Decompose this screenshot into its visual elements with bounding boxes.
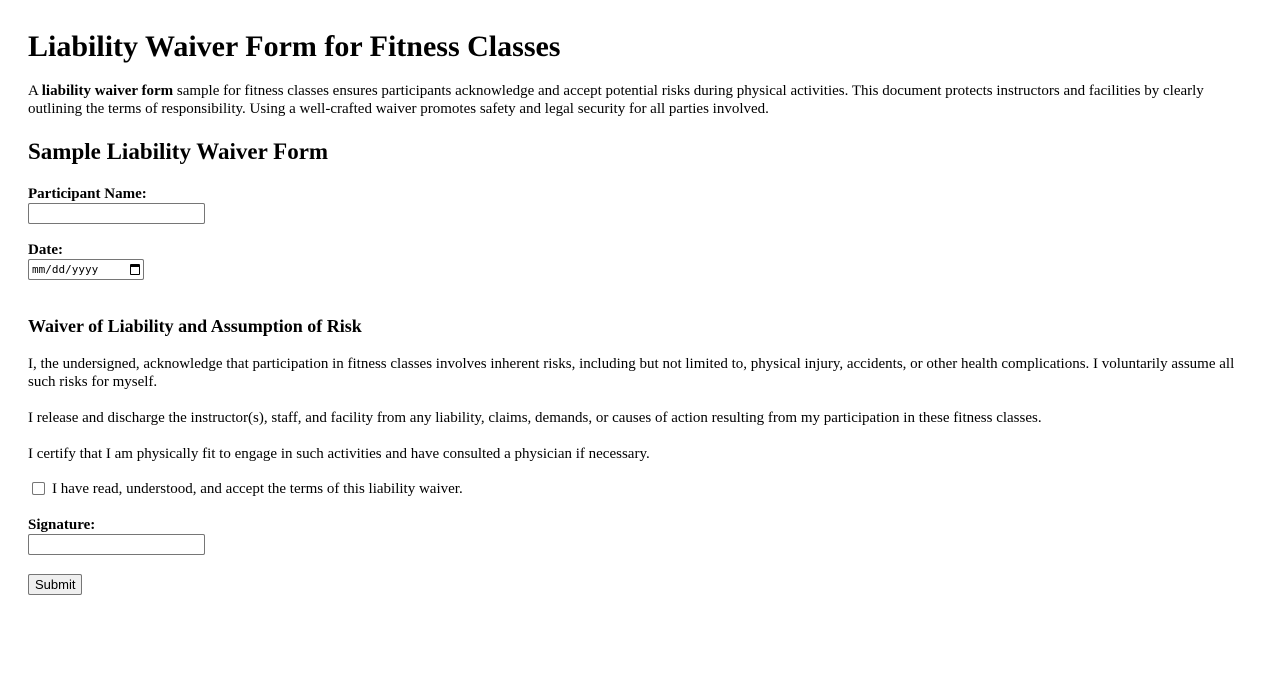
signature-field xyxy=(28,516,1250,555)
intro-paragraph xyxy=(28,82,1250,118)
intro-lead: A xyxy=(28,83,42,99)
date-input[interactable] xyxy=(28,259,144,280)
intro-bold-term: liability waiver form xyxy=(41,83,174,99)
waiver-clause-risk: I, the undersigned, acknowledge that participation in fitness classes involves inherent risks, including but not limited to, physical injury, accidents, or other health complications. I voluntarily assume all such risks for myself. xyxy=(28,356,1235,390)
date-placeholder: mm/dd/yyyy xyxy=(32,262,99,276)
participant-name-field xyxy=(28,185,1250,224)
date-field xyxy=(28,241,1250,280)
calendar-icon[interactable] xyxy=(130,264,140,275)
form-heading: Sample Liability Waiver Form xyxy=(28,139,329,164)
waiver-clause-fitness: I certify that I am physically fit to engage in such activities and have consulted a physician if necessary. xyxy=(28,446,650,462)
signature-label: Signature: xyxy=(28,517,96,533)
participant-name-input[interactable] xyxy=(28,203,205,224)
date-label: Date: xyxy=(28,242,63,258)
participant-name-label: Participant Name: xyxy=(28,186,147,202)
waiver-clause-release: I release and discharge the instructor(s), staff, and facility from any liability, claims, demands, or causes of action resulting from my participation in these fitness classes. xyxy=(28,410,1042,426)
page xyxy=(0,30,1278,595)
accept-terms-label[interactable]: I have read, understood, and accept the terms of this liability waiver. xyxy=(52,481,463,497)
signature-input[interactable] xyxy=(28,534,205,555)
page-title: Liability Waiver Form for Fitness Classes xyxy=(28,30,561,63)
accept-terms-row[interactable] xyxy=(32,480,1250,498)
accept-terms-checkbox[interactable] xyxy=(32,482,45,495)
submit-button[interactable]: Submit xyxy=(28,574,82,595)
intro-rest: sample for fitness classes ensures participants acknowledge and accept potential risks during physical activities. This document protects instructors and facilities by clearly outlining the terms of responsibility. Using a well-crafted waiver promotes safety and legal security for all parties involved. xyxy=(28,83,1204,117)
waiver-heading: Waiver of Liability and Assumption of Risk xyxy=(28,316,362,336)
